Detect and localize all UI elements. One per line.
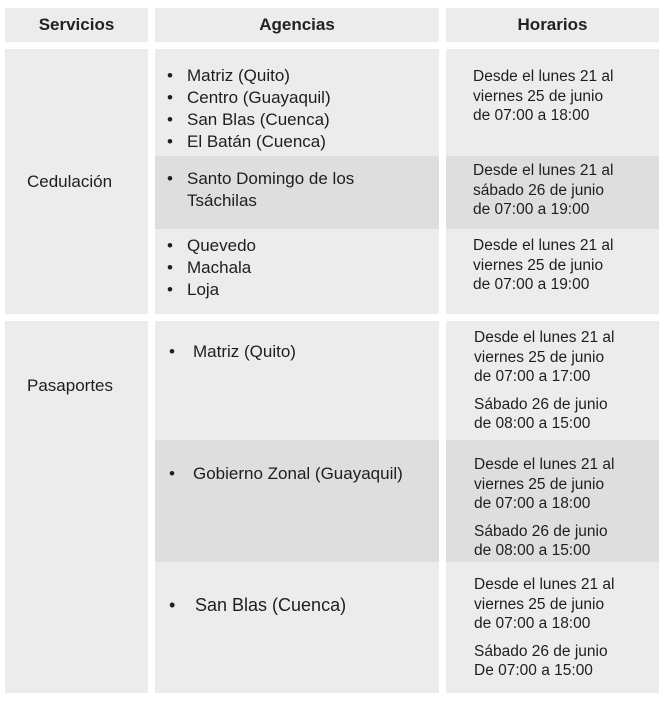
schedule-cell-ced-3 (446, 229, 659, 314)
schedule-line: Sábado 26 de junio (474, 522, 608, 540)
schedule-cell-ced-1 (446, 49, 659, 156)
agency-item: • Matriz (Quito) (167, 65, 331, 87)
agency-cell-ced-1 (155, 49, 439, 156)
schedule-line: viernes 25 de junio (474, 595, 605, 613)
agency-item: • San Blas (Cuenca) (169, 594, 346, 616)
schedule-line: de 08:00 a 15:00 (474, 415, 591, 432)
schedule-line: Sábado 26 de junio (474, 395, 608, 413)
agency-item: • Quevedo (167, 235, 256, 257)
agency-cell-pas-2 (155, 440, 439, 562)
schedule-line: de 08:00 a 15:00 (474, 542, 591, 559)
schedule-text (473, 161, 613, 220)
agency-cell-ced-3 (155, 229, 439, 314)
schedule-cell-pas-1 (446, 321, 659, 440)
agency-item: • Centro (Guayaquil) (167, 87, 331, 109)
schedule-text (473, 67, 613, 126)
schedule-line: Desde el lunes 21 al (473, 68, 614, 85)
service-pasaportes-label: Pasaportes (27, 376, 113, 395)
schedule-cell-ced-2 (446, 156, 659, 229)
agency-list (167, 65, 331, 153)
schedule-line: Desde el lunes 21 al (473, 162, 614, 179)
schedule-cell-pas-2 (446, 440, 659, 562)
schedule-line: viernes 25 de junio (474, 475, 605, 493)
agency-list (169, 594, 346, 616)
agency-item (167, 168, 354, 212)
agency-list (169, 341, 296, 363)
schedule-line: de 07:00 a 18:00 (474, 615, 591, 632)
schedule-cell-pas-3 (446, 562, 659, 693)
agency-list (169, 463, 403, 485)
agency-line: Tsáchilas (187, 191, 257, 210)
schedule-line: Desde el lunes 21 al (473, 237, 614, 254)
schedule-line: viernes 25 de junio (473, 256, 604, 274)
schedule-line: de 07:00 a 19:00 (473, 276, 590, 293)
agency-item: • Loja (167, 279, 256, 301)
header-agencias (155, 8, 439, 42)
schedule-line: de 07:00 a 18:00 (474, 495, 591, 512)
service-cedulacion (5, 49, 148, 314)
agency-cell-pas-3 (155, 562, 439, 693)
schedule-text (474, 328, 614, 434)
service-pasaportes (5, 321, 148, 693)
schedule-line: Desde el lunes 21 al (474, 456, 615, 473)
schedule-line: de 07:00 a 18:00 (473, 107, 590, 124)
agency-cell-ced-2 (155, 156, 439, 229)
schedule-line: de 07:00 a 17:00 (474, 368, 591, 385)
service-cedulacion-label: Cedulación (27, 171, 113, 191)
schedule-text (474, 575, 614, 681)
schedule-line: viernes 25 de junio (474, 348, 605, 366)
header-agencias-label: Agencias (259, 15, 335, 34)
schedule-line: De 07:00 a 15:00 (474, 662, 593, 679)
schedule-text (473, 236, 613, 295)
header-horarios (446, 8, 659, 42)
agency-item: • San Blas (Cuenca) (167, 109, 331, 131)
schedule-line: viernes 25 de junio (473, 87, 604, 105)
agency-cell-pas-1 (155, 321, 439, 440)
agency-item: • Machala (167, 257, 256, 279)
schedule-text (474, 455, 614, 561)
agency-item: • El Batán (Cuenca) (167, 131, 331, 153)
schedule-line: sábado 26 de junio (473, 181, 605, 199)
agency-list (167, 235, 256, 301)
header-horarios-label: Horarios (517, 15, 588, 34)
schedule-line: de 07:00 a 19:00 (473, 201, 590, 218)
agency-list (167, 168, 354, 212)
agency-item: • Gobierno Zonal (Guayaquil) (169, 463, 403, 485)
agency-item: • Matriz (Quito) (169, 341, 296, 363)
schedule-line: Sábado 26 de junio (474, 642, 608, 660)
schedule-line: Desde el lunes 21 al (474, 329, 615, 346)
header-servicios (5, 8, 148, 42)
header-servicios-label: Servicios (38, 15, 115, 34)
schedule-line: Desde el lunes 21 al (474, 576, 615, 593)
agency-line: Santo Domingo de los (187, 169, 355, 188)
